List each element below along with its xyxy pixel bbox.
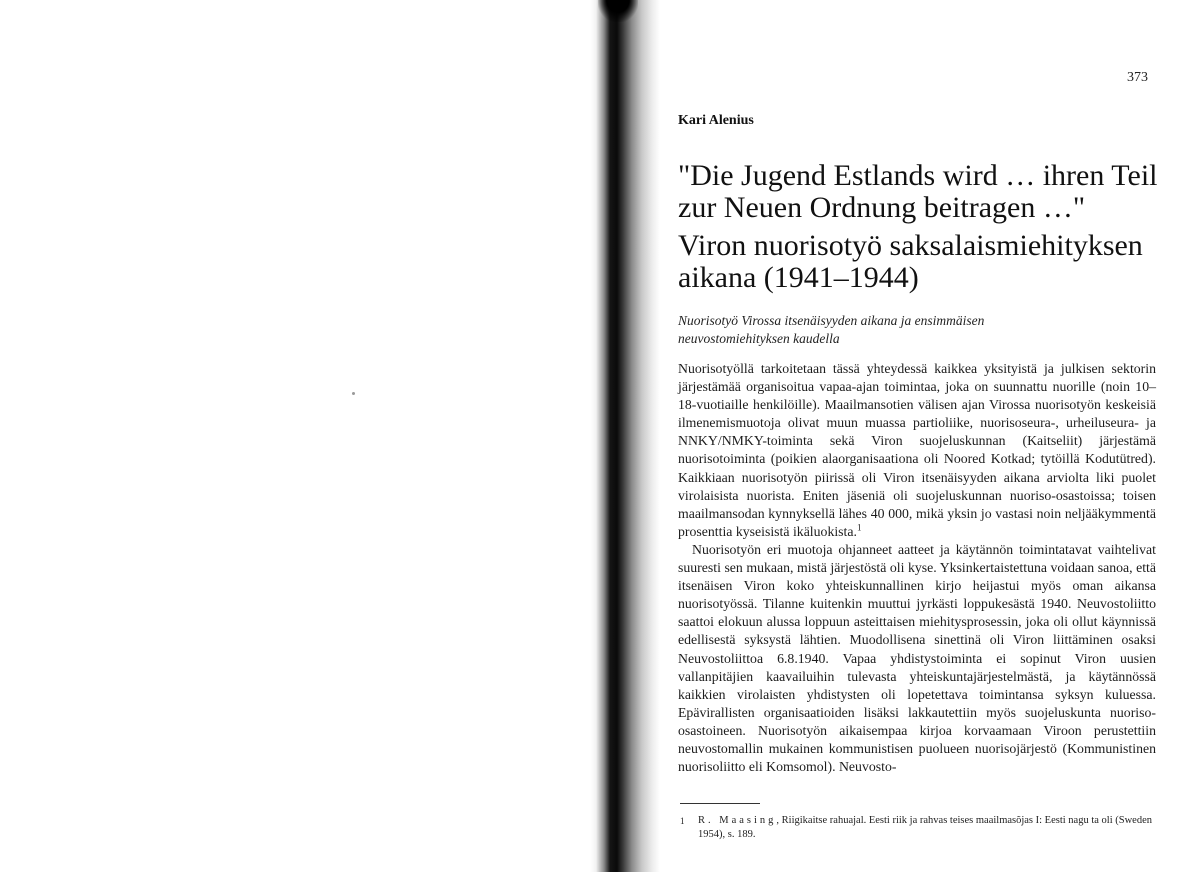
paragraph xyxy=(678,360,1156,541)
page-number: 373 xyxy=(1127,70,1148,85)
section-heading xyxy=(678,312,1158,348)
footnote-reference: 1 xyxy=(856,522,862,533)
article-title xyxy=(678,159,1158,294)
author-name: Kari Alenius xyxy=(678,113,754,128)
right-page xyxy=(660,0,1200,872)
footnote xyxy=(680,814,1158,842)
book-gutter-shadow xyxy=(590,0,660,872)
body-text xyxy=(678,360,1156,776)
title-line: Viron nuorisotyö saksalaismiehityksen xyxy=(678,229,1143,262)
footnote-author: R. Maasing xyxy=(698,815,777,826)
footnote-citation: , Riigikaitse rahuajal. Eesti riik ja rahvas teises maailmasõjas I: Eesti nagu ta oli (Sweden 1954), s. 189. xyxy=(698,815,1152,840)
book-gutter-top xyxy=(598,0,638,22)
footnote-divider xyxy=(680,803,760,804)
title-line: "Die Jugend Estlands wird … ihren Teil xyxy=(678,159,1158,192)
paper-speck xyxy=(352,392,355,395)
paragraph-text: Nuorisotyöllä tarkoitetaan tässä yhteydessä kaikkea yksityistä ja julkisen sektorin järjestämää organisoitua vapaa-ajan toimintaa, joka on suunnattu nuorille (noin 10–18-vuotiaille henkilöille). Maailmansotien välisen ajan Virossa nuorisotyön keskeisiä ilmenemismuotoja olivat muun muassa partioliike, nuorisoseura-, urheiluseura- ja NNKY/NMKY-toiminta sekä Viron suojeluskunnan (Kaitseliit) järjestämä nuorisotoiminta (poikien alaorganisaationa oli Noored Kotkad; tytöillä Kodutütred). Kaikkiaan nuorisotyön piirissä oli Viron itsenäisyyden aikana arviolta liki puolet virolaisista nuorista. Eniten jäseniä oli suojeluskunnan nuoriso-osastoissa; toisen maailmansodan kynnyksellä lähes 40 000, mikä yksin jo vastasi noin neljääkymmentä prosenttia kyseisistä ikäluokista. xyxy=(678,361,1156,539)
title-line: aikana (1941–1944) xyxy=(678,261,919,294)
footnote-text xyxy=(698,814,1154,842)
section-heading-line: Nuorisotyö Virossa itsenäisyyden aikana ja ensimmäisen xyxy=(678,313,985,328)
title-line: zur Neuen Ordnung beitragen …" xyxy=(678,191,1086,224)
section-heading-line: neuvostomiehityksen kaudella xyxy=(678,331,840,346)
footnote-number: 1 xyxy=(680,816,685,826)
paragraph: Nuorisotyön eri muotoja ohjanneet aatteet ja käytännön toimintatavat vaihtelivat suuresti sen mukaan, mistä järjestöstä oli kyse. Yksinkertaistettuna voidaan sanoa, että itsenäisen Viron koko yhteiskunnallinen kirjo heijastui myös oman aikansa nuorisotyössä. Tilanne kuitenkin muuttui jyrkästi loppukesästä 1940. Neuvostoliitto saattoi elokuun alussa loppuun asteittaisen miehitysprosessin, joka oli ollut käynnissä edellisestä syksystä lähtien. Muodollisena sinettinä oli Viron liittäminen osaksi Neuvostoliittoa 6.8.1940. Vapaa yhdistystoiminta ei sopinut Viron uusien vallanpitäjien kaavailuihin tulevasta yhteiskuntajärjestelmästä, ja käytännössä kaikkien virolaisten yhdistysten oli lopetettava toimintansa syksyn kuluessa. Epävirallisten organisaatioiden lisäksi lakkautettiin myös suojeluskunta nuoriso-osastoineen. Nuorisotyön aikaisempaa kirjoa korvaamaan Viroon perustettiin neuvostomallin mukainen kommunistisen puolueen nuorisojärjestö (Kommunistinen nuorisoliitto eli Komsomol). Neuvosto- xyxy=(678,541,1156,775)
